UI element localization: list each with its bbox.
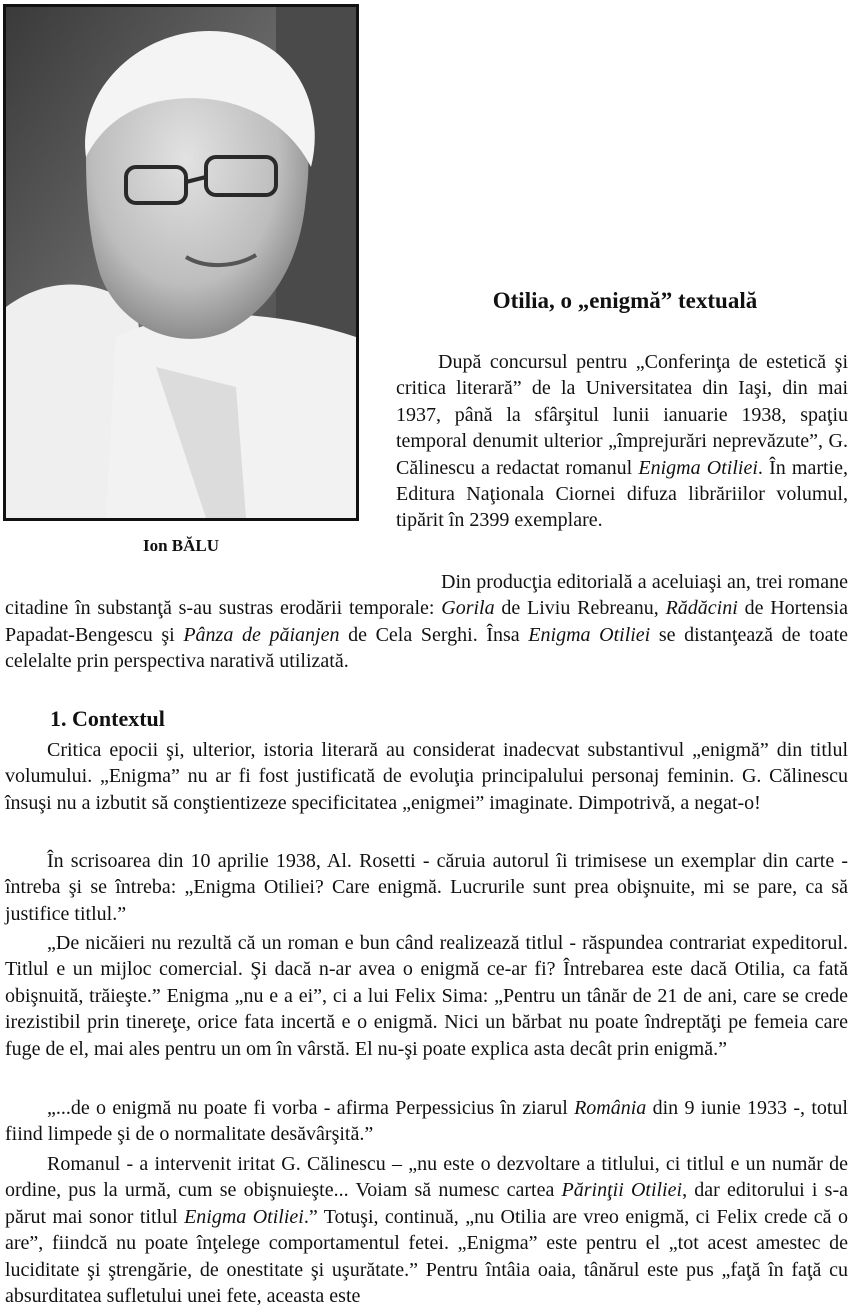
newspaper-title: România	[574, 1097, 647, 1119]
paragraph-1: După concursul pentru „Conferinţa de estetică şi critica literară” de la Universitatea din Iaşi, din mai 1937, până la sfârşitul lunii ianuarie 1938, spaţiu temporal denumit ulterior „împrejurări neprevăzute”, G. Călinescu a redactat romanul Enigma Otiliei. În martie, Editura Naţionala Ciornei difuza librăriilor volumul, tipărit în 2399 exemplare.	[396, 351, 848, 532]
paragraph-7: Romanul - a intervenit iritat G. Călinescu – „nu este o dezvoltare a titlului, ci titlul e un număr de ordine, pus la urmă, cum se obişnuieşte... Voiam să numesc cartea Părinţii Otiliei, dar editorului i s-a părut mai sonor titlul Enigma Otiliei.” Totuşi, continuă, „nu Otilia are vreo enigmă, ci Felix crede că o are”, fiindcă nu poate înţelege comportamentul fetei. „Enigma” este pentru el „tot acest amestec de luciditate şi ştrengărie, de onestitate şi uşurătate.” Pentru întâia oaia, tânărul este pus „faţă în faţă cu absurditatea sufletului unei fete, aceasta este	[5, 1153, 849, 1308]
paragraph-4: În scrisoarea din 10 aprilie 1938, Al. Rosetti - căruia autorul îi trimisese un exemplar din carte - întreba şi se întreba: „Enigma Otiliei? Care enigmă. Lucrurile sunt prea obişnuite, mi se pare, ca să justifice titlul.”	[5, 850, 848, 925]
book-title: Părinţii Otiliei	[561, 1179, 683, 1202]
paragraph-5: „De nicăieri nu rezultă că un roman e bun când realizează titlul - răspundea contrariat expeditorul. Titlul e un mijloc comercial. Şi dacă n-ar avea o enigmă ce-ar fi? Întrebarea este dacă Otilia, ca fată obişnuită, trăieşte.” Enigma „nu e a ei”, ci a lui Felix Sima: „Pentru un tânăr de 21 de ani, care se crede irezistibil prin tinereţe, orice fata incertă e o enigmă. Nici un bărbat nu poate îndreptăţi pe femeia care fuge de el, mai ales pentru un om în vârstă. El nu-şi poate explica asta decât prin enigmă.”	[5, 932, 848, 1060]
author-photo	[3, 4, 359, 521]
article-title: Otilia, o „enigmă” textuală	[492, 288, 758, 313]
section-heading: 1. Contextul	[50, 706, 165, 731]
portrait-image	[6, 7, 356, 518]
book-title: Gorila	[441, 597, 495, 620]
book-title: Enigma Otiliei	[184, 1205, 304, 1228]
book-title: Enigma Otiliei	[638, 456, 758, 479]
author-caption: Ion BĂLU	[142, 536, 220, 555]
paragraph-3: Critica epocii şi, ulterior, istoria literară au considerat inadecvat substantivul „enigmă” din titlul volumului. „Enigma” nu ar fi fost justificată de evoluţia principalului personaj feminin. G. Călinescu însuşi nu a izbutit să conştientizeze specificitatea „enigmei” imaginate. Dimpotrivă, a negat-o!	[5, 739, 848, 814]
paragraph-6: „...de o enigmă nu poate fi vorba - afirma Perpessicius în ziarul România din 9 iunie 1933 -, totul fiind limpede şi de o normalitate desăvârşită.”	[5, 1097, 848, 1146]
book-title: Rădăcini	[665, 597, 738, 620]
paragraph-2: Din producţia editorială a aceluiaşi an, trei romane citadine în substanţă s-au sustras erodării temporale: Gorila de Liviu Rebreanu, Rădăcini de Hortensia Papadat-Bengescu şi Pânza de păianjen de Cela Serghi. Însa Enigma Otiliei se distanţează de toate celelalte prin perspectiva narativă utilizată.	[5, 571, 848, 673]
book-title: Pânza de păianjen	[183, 623, 340, 646]
book-title: Enigma Otiliei	[528, 623, 651, 646]
